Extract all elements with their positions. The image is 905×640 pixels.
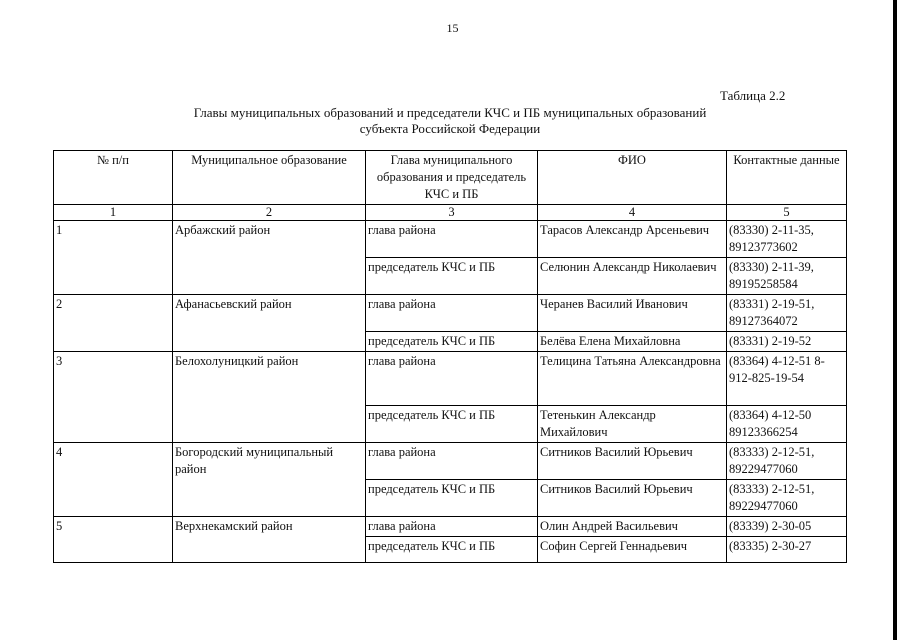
role-cell: председатель КЧС и ПБ [366, 406, 538, 443]
caption-line-2: субъекта Российской Федерации [359, 121, 541, 136]
row-number: 5 [54, 517, 173, 563]
caption-line-1: Главы муниципальных образований и председатели КЧС и ПБ муниципальных образований [193, 105, 707, 120]
fio-cell: Олин Андрей Васильевич [538, 517, 727, 537]
municipality-name: Афанасьевский район [173, 295, 366, 352]
table-label: Таблица 2.2 [720, 88, 786, 103]
fio-cell: Тетенькин Александр Михайлович [538, 406, 727, 443]
row-number: 3 [54, 352, 173, 443]
contact-cell: (83333) 2-12-51, 89229477060 [727, 443, 847, 480]
header-row [54, 151, 847, 205]
role-cell: председатель КЧС и ПБ [366, 332, 538, 352]
row-number: 1 [54, 221, 173, 295]
fio-cell: Ситников Василий Юрьевич [538, 480, 727, 517]
municipality-name: Белохолуницкий район [173, 352, 366, 443]
role-cell: глава района [366, 443, 538, 480]
fio-cell: Ситников Василий Юрьевич [538, 443, 727, 480]
column-number: 4 [538, 205, 727, 221]
table-caption [150, 105, 750, 137]
row-number: 4 [54, 443, 173, 517]
fio-cell: Телицина Татьяна Александровна [538, 352, 727, 406]
role-cell: глава района [366, 221, 538, 258]
municipality-name: Верхнекамский район [173, 517, 366, 563]
header-cell-municipality: Муниципальное образование [173, 151, 366, 205]
contact-cell: (83335) 2-30-27 [727, 537, 847, 563]
contact-cell: (83331) 2-19-52 [727, 332, 847, 352]
column-number: 5 [727, 205, 847, 221]
column-number: 1 [54, 205, 173, 221]
contact-cell: (83364) 4-12-51 8-912-825-19-54 [727, 352, 847, 406]
header-cell-role: Глава муниципального образования и председатель КЧС и ПБ [366, 151, 538, 205]
contact-cell: (83364) 4-12-50 89123366254 [727, 406, 847, 443]
role-cell: глава района [366, 517, 538, 537]
fio-cell: Черанев Василий Иванович [538, 295, 727, 332]
role-cell: глава района [366, 352, 538, 406]
contact-cell: (83339) 2-30-05 [727, 517, 847, 537]
role-cell: глава района [366, 295, 538, 332]
table-row [54, 443, 847, 480]
page-number: 15 [446, 21, 459, 35]
fio-cell: Белёва Елена Михайловна [538, 332, 727, 352]
municipality-name: Богородский муниципальный район [173, 443, 366, 517]
table-row [54, 352, 847, 406]
contact-cell: (83333) 2-12-51, 89229477060 [727, 480, 847, 517]
row-number: 2 [54, 295, 173, 352]
heads-table [53, 150, 847, 563]
table-row [54, 221, 847, 258]
column-numbers-row [54, 205, 847, 221]
fio-cell: Тарасов Александр Арсеньевич [538, 221, 727, 258]
municipality-name: Арбажский район [173, 221, 366, 295]
role-cell: председатель КЧС и ПБ [366, 480, 538, 517]
table-row [54, 517, 847, 537]
fio-cell: Софин Сергей Геннадьевич [538, 537, 727, 563]
column-number: 3 [366, 205, 538, 221]
header-cell-fio: ФИО [538, 151, 727, 205]
table-row [54, 295, 847, 332]
fio-cell: Селюнин Александр Николаевич [538, 258, 727, 295]
contact-cell: (83330) 2-11-39, 89195258584 [727, 258, 847, 295]
role-cell: председатель КЧС и ПБ [366, 258, 538, 295]
role-cell: председатель КЧС и ПБ [366, 537, 538, 563]
header-cell-contacts: Контактные данные [727, 151, 847, 205]
contact-cell: (83331) 2-19-51, 89127364072 [727, 295, 847, 332]
contact-cell: (83330) 2-11-35, 89123773602 [727, 221, 847, 258]
header-cell-num: № п/п [54, 151, 173, 205]
column-number: 2 [173, 205, 366, 221]
scan-edge-bar [893, 0, 897, 640]
